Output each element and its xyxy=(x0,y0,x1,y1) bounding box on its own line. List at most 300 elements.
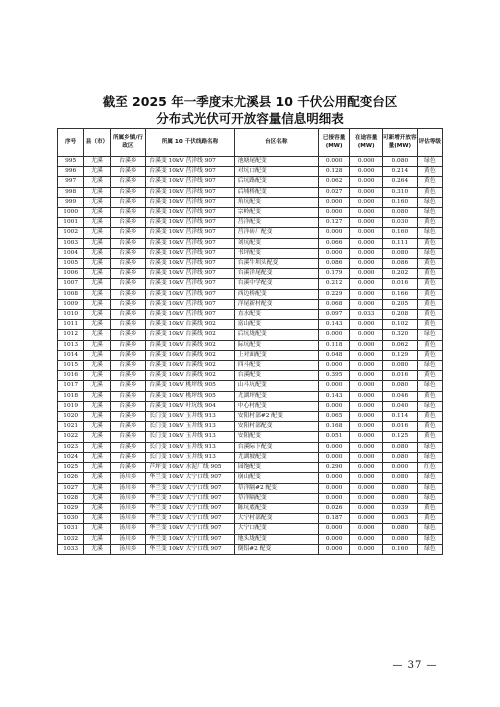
table-cell: 安阳村部#2 配变 xyxy=(234,412,318,422)
table-cell: 刘坑配变 xyxy=(234,238,318,248)
table-cell: 0.080 xyxy=(382,493,417,503)
table-cell: 台溪牛圳头配变 xyxy=(234,259,318,269)
table-cell: 0.212 xyxy=(318,279,350,289)
table-cell: 中心村配变 xyxy=(234,401,318,411)
table-cell: 0.000 xyxy=(350,422,383,432)
table-cell: 台溪乡 xyxy=(110,452,146,462)
table-cell: 0.143 xyxy=(318,391,350,401)
table-cell: 1020 xyxy=(58,412,84,422)
table-cell: 0.000 xyxy=(350,269,383,279)
table-cell: 后坑垅配变 xyxy=(234,330,318,340)
column-header: 评估等级 xyxy=(417,129,442,157)
table-cell: 0.114 xyxy=(382,412,417,422)
table-cell: 0.000 xyxy=(350,157,383,167)
table-cell: 绿色 xyxy=(417,534,442,544)
table-cell: 1032 xyxy=(58,534,84,544)
table-cell: 尤溪 xyxy=(84,350,110,360)
table-cell: 0.000 xyxy=(350,432,383,442)
table-cell: 黄色 xyxy=(417,167,442,177)
table-cell: 0.033 xyxy=(350,310,383,320)
table-cell: 汤川乡 xyxy=(110,524,146,534)
table-cell: 黄色 xyxy=(417,514,442,524)
table-row xyxy=(58,310,443,320)
table-cell: 洋尾新村配变 xyxy=(234,299,318,309)
table-cell: 1023 xyxy=(58,442,84,452)
table-cell: 1001 xyxy=(58,218,84,228)
table-cell: 996 xyxy=(58,167,84,177)
table-cell: 黄色 xyxy=(417,422,442,432)
column-header: 所属乡镇/行政区 xyxy=(110,129,146,157)
table-row xyxy=(58,412,443,422)
table-cell: 台溪乡 xyxy=(110,371,146,381)
table-cell: 0.000 xyxy=(350,473,383,483)
table-cell: 台溪变 10kV 莒洋线 907 xyxy=(146,289,234,299)
table-cell: 1009 xyxy=(58,299,84,309)
table-cell: 长门变 10kV 玉井线 913 xyxy=(146,412,234,422)
table-cell: 0.128 xyxy=(318,167,350,177)
column-header: 已接容量(MW) xyxy=(318,129,350,157)
table-cell: 台溪乡 xyxy=(110,238,146,248)
table-cell: 1003 xyxy=(58,238,84,248)
table-cell: 黄色 xyxy=(417,299,442,309)
capacity-table xyxy=(57,128,443,555)
table-cell: 0.000 xyxy=(350,228,383,238)
table-cell: 1016 xyxy=(58,371,84,381)
table-cell: 绿色 xyxy=(417,330,442,340)
table-cell: 0.048 xyxy=(318,350,350,360)
table-cell: 对坑口配变 xyxy=(234,167,318,177)
table-cell: 0.051 xyxy=(318,432,350,442)
table-cell: 尤溪 xyxy=(84,483,110,493)
table-cell: 绿色 xyxy=(417,442,442,452)
table-cell: 汤川乡 xyxy=(110,483,146,493)
table-cell: 1021 xyxy=(58,422,84,432)
table-cell: 0.080 xyxy=(382,442,417,452)
table-cell: 黄色 xyxy=(417,340,442,350)
table-cell: 1028 xyxy=(58,493,84,503)
table-cell: 0.000 xyxy=(350,320,383,330)
table-cell: 尤溪 xyxy=(84,544,110,554)
table-row xyxy=(58,299,443,309)
table-cell: 0.000 xyxy=(318,361,350,371)
table-cell: 红色 xyxy=(417,463,442,473)
table-cell: 际坑配变 xyxy=(234,340,318,350)
table-cell: 台溪乡 xyxy=(110,259,146,269)
table-row xyxy=(58,350,443,360)
table-cell: 0.062 xyxy=(318,177,350,187)
table-cell: 草洋隔#2 配变 xyxy=(234,483,318,493)
table-row xyxy=(58,503,443,513)
table-cell: 995 xyxy=(58,157,84,167)
table-cell: 黄色 xyxy=(417,350,442,360)
table-cell: 黄色 xyxy=(417,187,442,197)
table-cell: 尤溪 xyxy=(84,493,110,503)
table-cell: 台溪乡 xyxy=(110,391,146,401)
table-cell: 台溪乡 xyxy=(110,279,146,289)
table-cell: 0.016 xyxy=(382,371,417,381)
table-cell: 台溪际下配变 xyxy=(234,442,318,452)
table-cell: 绿色 xyxy=(417,208,442,218)
table-cell: 绿色 xyxy=(417,493,442,503)
table-cell: 台溪变 10kV 莒洋线 907 xyxy=(146,218,234,228)
table-cell: 角坑配变 xyxy=(234,197,318,207)
table-cell: 台溪乡 xyxy=(110,442,146,452)
table-cell: 1005 xyxy=(58,259,84,269)
table-row xyxy=(58,514,443,524)
table-row xyxy=(58,197,443,207)
table-cell: 1027 xyxy=(58,483,84,493)
table-cell: 长门变 10kV 玉井线 913 xyxy=(146,432,234,442)
table-cell: 尤溪 xyxy=(84,289,110,299)
table-cell: 0.000 xyxy=(350,534,383,544)
table-cell: 0.080 xyxy=(382,452,417,462)
table-cell: 尤溪 xyxy=(84,412,110,422)
table-cell: 台溪乡 xyxy=(110,208,146,218)
table-cell: 尤溪 xyxy=(84,299,110,309)
table-cell: 999 xyxy=(58,197,84,207)
table-cell: 尤溪 xyxy=(84,228,110,238)
table-row xyxy=(58,320,443,330)
table-cell: 0.030 xyxy=(382,218,417,228)
table-cell: 尤溪 xyxy=(84,279,110,289)
table-row xyxy=(58,340,443,350)
table-row xyxy=(58,544,443,554)
table-cell: 尤溪 xyxy=(84,463,110,473)
table-cell: 台溪变 10kV 莒洋线 907 xyxy=(146,238,234,248)
table-cell: 1024 xyxy=(58,452,84,462)
table-cell: 台溪洋尾配变 xyxy=(234,269,318,279)
table-cell: 黄色 xyxy=(417,432,442,442)
table-cell: 台溪变 10kV 叶坑线 904 xyxy=(146,401,234,411)
table-cell: 绿色 xyxy=(417,248,442,258)
table-cell: 台溪乡 xyxy=(110,401,146,411)
table-cell: 0.016 xyxy=(382,279,417,289)
table-cell: 0.000 xyxy=(350,238,383,248)
table-cell: 黄色 xyxy=(417,391,442,401)
table-cell: 尤溪 xyxy=(84,187,110,197)
table-cell: 汤川乡 xyxy=(110,514,146,524)
table-cell: 台溪变 10kV 莒洋线 907 xyxy=(146,259,234,269)
table-cell: 汤川乡 xyxy=(110,473,146,483)
table-cell: 富山配变 xyxy=(234,320,318,330)
table-cell: 地头垅配变 xyxy=(234,534,318,544)
table-cell: 0.000 xyxy=(350,361,383,371)
table-cell: 台溪乡 xyxy=(110,350,146,360)
table-cell: 1031 xyxy=(58,524,84,534)
table-cell: 1030 xyxy=(58,514,84,524)
table-cell: 尤湖坪配变 xyxy=(234,391,318,401)
table-row xyxy=(58,463,443,473)
table-cell: 0.066 xyxy=(318,238,350,248)
table-cell: 莒洋配变 xyxy=(234,218,318,228)
table-cell: 0.086 xyxy=(382,259,417,269)
table-row xyxy=(58,401,443,411)
table-cell: 0.310 xyxy=(382,187,417,197)
table-cell: 1022 xyxy=(58,432,84,442)
table-row xyxy=(58,289,443,299)
table-cell: 0.046 xyxy=(382,391,417,401)
table-cell: 0.000 xyxy=(350,483,383,493)
table-row xyxy=(58,228,443,238)
table-cell: 台溪变 10kV 莒洋线 907 xyxy=(146,208,234,218)
table-cell: 黄色 xyxy=(417,371,442,381)
table-cell: 芦坪变 10kV 水泥厂线 905 xyxy=(146,463,234,473)
table-cell: 尤溪 xyxy=(84,432,110,442)
table-row xyxy=(58,442,443,452)
table-row xyxy=(58,361,443,371)
table-cell: 0.205 xyxy=(382,299,417,309)
table-cell: 尤溪 xyxy=(84,218,110,228)
table-cell: 0.111 xyxy=(382,238,417,248)
table-cell: 0.016 xyxy=(382,422,417,432)
table-cell: 黄色 xyxy=(417,259,442,269)
table-cell: 0.000 xyxy=(350,463,383,473)
table-row xyxy=(58,524,443,534)
table-cell: 台溪乡 xyxy=(110,463,146,473)
table-cell: 0.000 xyxy=(318,197,350,207)
table-cell: 0.168 xyxy=(318,422,350,432)
table-cell: 1012 xyxy=(58,330,84,340)
table-cell: 黄色 xyxy=(417,238,442,248)
table-cell: 0.003 xyxy=(382,514,417,524)
table-cell: 0.000 xyxy=(318,381,350,391)
table-cell: 绿色 xyxy=(417,452,442,462)
table-cell: 尤溪 xyxy=(84,157,110,167)
table-cell: 0.080 xyxy=(382,248,417,258)
table-cell: 台溪乡 xyxy=(110,289,146,299)
table-cell: 台溪变 10kV 台溪线 902 xyxy=(146,340,234,350)
table-cell: 0.160 xyxy=(382,544,417,554)
table-cell: 1010 xyxy=(58,310,84,320)
table-cell: 0.395 xyxy=(318,371,350,381)
table-cell: 尤溪 xyxy=(84,238,110,248)
table-cell: 绿色 xyxy=(417,361,442,371)
table-cell: 1004 xyxy=(58,248,84,258)
table-cell: 1000 xyxy=(58,208,84,218)
table-cell: 0.187 xyxy=(318,514,350,524)
table-cell: 0.000 xyxy=(350,289,383,299)
table-cell: 998 xyxy=(58,187,84,197)
table-cell: 台溪变 10kV 莒洋线 907 xyxy=(146,157,234,167)
table-cell: 1008 xyxy=(58,289,84,299)
table-cell: 尤溪 xyxy=(84,361,110,371)
table-cell: 台溪变 10kV 台溪线 902 xyxy=(146,350,234,360)
table-cell: 长门变 10kV 玉井线 913 xyxy=(146,442,234,452)
table-cell: 0.000 xyxy=(350,371,383,381)
table-cell: 0.080 xyxy=(382,524,417,534)
table-cell: 尤溪 xyxy=(84,248,110,258)
table-cell: 书坪配变 xyxy=(234,248,318,258)
table-row xyxy=(58,177,443,187)
table-cell: 0.129 xyxy=(382,350,417,360)
table-cell: 黄色 xyxy=(417,503,442,513)
table-cell: 黄色 xyxy=(417,320,442,330)
table-cell: 0.062 xyxy=(382,340,417,350)
table-cell: 崩山配变 xyxy=(234,473,318,483)
table-cell: 尤溪 xyxy=(84,340,110,350)
table-cell: 1025 xyxy=(58,463,84,473)
table-cell: 台溪乡 xyxy=(110,218,146,228)
table-cell: 华兰变 10kV 大宁口线 907 xyxy=(146,503,234,513)
table-cell: 上对面配变 xyxy=(234,350,318,360)
table-cell: 0.290 xyxy=(318,463,350,473)
table-cell: 绿色 xyxy=(417,473,442,483)
table-cell: 华兰变 10kV 大宁口线 907 xyxy=(146,544,234,554)
table-cell: 0.000 xyxy=(350,514,383,524)
table-cell: 0.065 xyxy=(318,412,350,422)
column-header: 所属 10 千伏线路名称 xyxy=(146,129,234,157)
table-cell: 绿色 xyxy=(417,401,442,411)
table-cell: 台溪乡 xyxy=(110,340,146,350)
table-cell: 1015 xyxy=(58,361,84,371)
table-cell: 0.000 xyxy=(350,167,383,177)
table-cell: 台溪乡 xyxy=(110,412,146,422)
table-cell: 尤溪 xyxy=(84,330,110,340)
table-row xyxy=(58,187,443,197)
table-row xyxy=(58,483,443,493)
table-cell: 0.000 xyxy=(318,534,350,544)
table-cell: 汤川乡 xyxy=(110,493,146,503)
table-cell: 0.214 xyxy=(382,167,417,177)
table-cell: 台溪变 10kV 莒洋线 907 xyxy=(146,269,234,279)
table-cell: 安阳配变 xyxy=(234,432,318,442)
table-cell: 0.080 xyxy=(382,208,417,218)
table-cell: 四斗配变 xyxy=(234,361,318,371)
table-cell: 绿色 xyxy=(417,228,442,238)
table-cell: 0.080 xyxy=(382,473,417,483)
table-cell: 0.000 xyxy=(350,340,383,350)
table-cell: 0.000 xyxy=(350,503,383,513)
table-cell: 台溪变 10kV 莒洋线 907 xyxy=(146,310,234,320)
table-cell: 尤溪 xyxy=(84,401,110,411)
table-cell: 台溪乡 xyxy=(110,177,146,187)
table-cell: 尤溪 xyxy=(84,269,110,279)
table-cell: 0.000 xyxy=(350,248,383,258)
table-cell: 华兰变 10kV 大宁口线 907 xyxy=(146,493,234,503)
table-cell: 长门变 10kV 玉井线 913 xyxy=(146,422,234,432)
table-cell: 台溪变 10kV 莒洋线 907 xyxy=(146,187,234,197)
table-cell: 0.068 xyxy=(318,299,350,309)
table-cell: 0.000 xyxy=(318,330,350,340)
table-cell: 西边桥配变 xyxy=(234,289,318,299)
table-cell: 0.179 xyxy=(318,269,350,279)
table-cell: 华兰变 10kV 大宁口线 907 xyxy=(146,524,234,534)
table-cell: 倒铝#2 配变 xyxy=(234,544,318,554)
table-cell: 黄色 xyxy=(417,289,442,299)
table-cell: 黄色 xyxy=(417,177,442,187)
table-cell: 1019 xyxy=(58,401,84,411)
table-cell: 尤溪 xyxy=(84,197,110,207)
table-cell: 台溪乡 xyxy=(110,197,146,207)
table-cell: 台溪变 10kV 桃坪线 905 xyxy=(146,381,234,391)
column-header: 序号 xyxy=(58,129,84,157)
table-cell: 0.000 xyxy=(318,544,350,554)
column-header: 在途容量(MW) xyxy=(350,129,383,157)
table-cell: 台溪乡 xyxy=(110,422,146,432)
table-cell: 0.125 xyxy=(382,432,417,442)
table-cell: 0.000 xyxy=(350,381,383,391)
table-row xyxy=(58,391,443,401)
table-cell: 0.102 xyxy=(382,320,417,330)
table-cell: 尤溪 xyxy=(84,391,110,401)
table-cell: 长门变 10kV 玉井线 913 xyxy=(146,452,234,462)
table-cell: 1018 xyxy=(58,391,84,401)
table-cell: 0.080 xyxy=(382,361,417,371)
table-cell: 0.000 xyxy=(350,279,383,289)
table-cell: 黄色 xyxy=(417,310,442,320)
table-cell: 华兰变 10kV 大宁口线 907 xyxy=(146,534,234,544)
table-cell: 安阳村部配变 xyxy=(234,422,318,432)
table-cell: 0.086 xyxy=(318,259,350,269)
table-cell: 0.000 xyxy=(318,248,350,258)
table-cell: 0.208 xyxy=(382,310,417,320)
table-cell: 台溪乡 xyxy=(110,330,146,340)
table-cell: 台溪乡 xyxy=(110,310,146,320)
page-number: — 37 — xyxy=(392,660,438,671)
table-cell: 尤溪 xyxy=(84,381,110,391)
table-cell: 0.000 xyxy=(350,187,383,197)
table-row xyxy=(58,208,443,218)
table-title-line-2: 分布式光伏可开放容量信息明细表 xyxy=(156,111,344,126)
table-title-line-1: 截至 2025 年一季度末尤溪县 10 千伏公用配变台区 xyxy=(102,94,398,109)
table-cell: 0.000 xyxy=(318,452,350,462)
table-cell: 尤溪 xyxy=(84,422,110,432)
table-cell: 尤溪 xyxy=(84,167,110,177)
table-cell: 尤溪 xyxy=(84,442,110,452)
table-cell: 尤湖坡配变 xyxy=(234,452,318,462)
table-cell: 华兰变 10kV 大宁口线 907 xyxy=(146,473,234,483)
table-cell: 0.000 xyxy=(318,401,350,411)
table-cell: 0.000 xyxy=(318,228,350,238)
table-cell: 池塘尾配变 xyxy=(234,157,318,167)
table-cell: 陈坑底配变 xyxy=(234,503,318,513)
table-cell: 宗岭配变 xyxy=(234,208,318,218)
table-row xyxy=(58,432,443,442)
table-row xyxy=(58,371,443,381)
table-cell: 尤溪 xyxy=(84,371,110,381)
table-cell: 0.000 xyxy=(350,299,383,309)
table-cell: 0.160 xyxy=(382,197,417,207)
table-cell: 0.000 xyxy=(350,493,383,503)
table-cell: 台溪变 10kV 台溪线 902 xyxy=(146,361,234,371)
table-row xyxy=(58,279,443,289)
table-cell: 台溪乡 xyxy=(110,361,146,371)
table-cell: 0.080 xyxy=(382,534,417,544)
table-cell: 0.080 xyxy=(382,157,417,167)
table-cell: 台溪乡 xyxy=(110,432,146,442)
table-row xyxy=(58,452,443,462)
table-cell: 0.229 xyxy=(318,289,350,299)
table-cell: 0.040 xyxy=(382,401,417,411)
table-cell: 0.127 xyxy=(318,218,350,228)
table-row xyxy=(58,493,443,503)
table-cell: 绿色 xyxy=(417,197,442,207)
table-cell: 0.000 xyxy=(350,452,383,462)
table-cell: 0.000 xyxy=(350,350,383,360)
table-cell: 台溪变 10kV 莒洋线 907 xyxy=(146,167,234,177)
table-cell: 1026 xyxy=(58,473,84,483)
table-cell: 尤溪 xyxy=(84,208,110,218)
table-cell: 尤溪 xyxy=(84,452,110,462)
table-cell: 台溪配变 xyxy=(234,371,318,381)
table-row xyxy=(58,269,443,279)
table-cell: 尤溪 xyxy=(84,524,110,534)
table-cell: 0.000 xyxy=(382,463,417,473)
table-cell: 0.000 xyxy=(350,330,383,340)
table-cell: 0.202 xyxy=(382,269,417,279)
table-cell: 0.080 xyxy=(382,483,417,493)
table-cell: 绿色 xyxy=(417,524,442,534)
